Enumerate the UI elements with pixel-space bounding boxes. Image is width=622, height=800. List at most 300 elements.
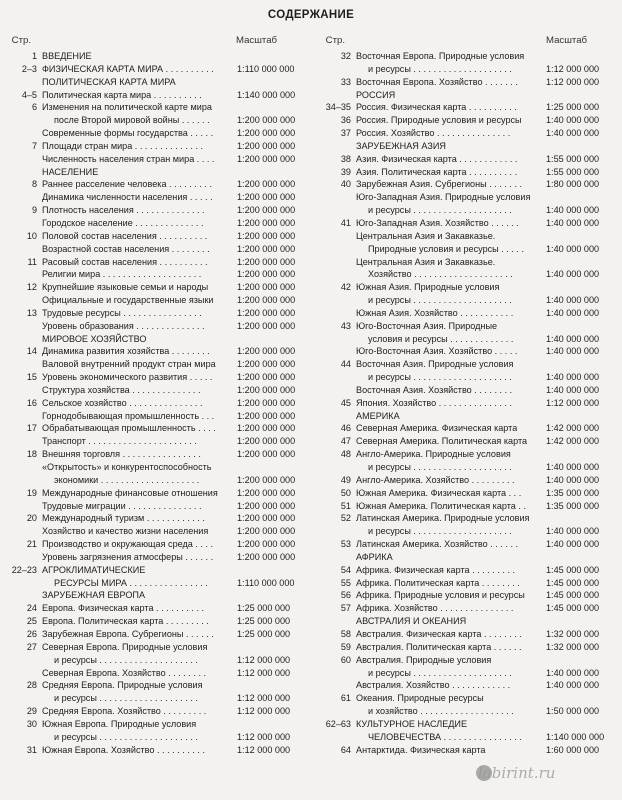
toc-entry-scale: 1:40 000 000 <box>546 667 600 678</box>
toc-entry <box>4 667 308 680</box>
toc-entry-scale: 1:25 000 000 <box>546 102 600 113</box>
toc-entry-scale: 1:200 000 000 <box>237 320 296 331</box>
toc-entry-scale: 1:35 000 000 <box>546 500 600 511</box>
toc-entry-title: НАСЕЛЕНИЕ <box>42 166 99 177</box>
toc-entry <box>318 628 622 641</box>
toc-entry-scale: 1:200 000 000 <box>237 384 296 395</box>
toc-entry-scale: 1:40 000 000 <box>546 462 600 472</box>
toc-entry-title: Азия. Физическая карта . . . . . . . . . . . . <box>356 153 518 164</box>
toc-entry-scale: 1:55 000 000 <box>546 153 600 164</box>
toc-entry-scale: 1:200 000 000 <box>237 551 296 562</box>
toc-page-number: 1 <box>31 51 37 61</box>
toc-page-number: 60 <box>340 654 351 665</box>
toc-entry-scale: 1:25 000 000 <box>237 628 291 639</box>
toc-entry <box>4 615 308 628</box>
toc-entry <box>318 114 622 127</box>
toc-entry-scale: 1:40 000 000 <box>546 372 600 383</box>
toc-entry-scale: 1:140 000 000 <box>546 731 605 742</box>
toc-entry-scale: 1:200 000 000 <box>237 436 296 447</box>
toc-entry-scale: 1:200 000 000 <box>237 513 296 524</box>
toc-column-left <box>4 35 308 756</box>
toc-entry <box>318 358 622 371</box>
toc-entry <box>318 410 622 423</box>
toc-entry <box>4 268 308 281</box>
toc-entry-scale: 1:200 000 000 <box>237 217 296 228</box>
toc-entry-title: АВСТРАЛИЯ И ОКЕАНИЯ <box>356 616 467 627</box>
toc-entry <box>318 320 622 333</box>
toc-entry-scale: 1:200 000 000 <box>237 230 296 241</box>
toc-entry-scale: 1:12 000 000 <box>237 667 291 678</box>
toc-page-number: 55 <box>340 577 351 588</box>
toc-entry <box>4 589 308 602</box>
toc-page-number: 2–3 <box>21 63 37 74</box>
toc-entry-scale: 1:40 000 000 <box>546 205 600 216</box>
toc-entry <box>318 679 622 692</box>
toc-entry-title: Уровень образования . . . . . . . . . . . . . . <box>42 320 205 331</box>
toc-entry-title: Международные финансовые отношения <box>42 487 218 498</box>
toc-entry <box>4 525 308 538</box>
toc-entry <box>318 487 622 500</box>
toc-page-number: 37 <box>340 128 351 139</box>
toc-entry <box>4 422 308 435</box>
toc-entry <box>4 76 308 89</box>
toc-entry <box>318 397 622 410</box>
toc-entry-title: Раннее расселение человека . . . . . . . . . <box>42 179 212 190</box>
toc-page-number: 57 <box>340 603 351 614</box>
toc-entry-title: Океания. Природные ресурсы <box>356 693 484 704</box>
toc-entry <box>4 320 308 333</box>
toc-entry-title: и ресурсы . . . . . . . . . . . . . . . . . . . . <box>368 372 512 383</box>
toc-page-number: 28 <box>26 680 37 691</box>
toc-page-number: 54 <box>340 564 351 575</box>
toc-entry-title: Африка. Хозяйство . . . . . . . . . . . . . . . <box>356 603 514 614</box>
toc-entry-title: Зарубежная Европа. Субрегионы . . . . . . <box>42 628 214 639</box>
toc-entry-scale: 1:200 000 000 <box>237 307 296 318</box>
toc-entry-title: Динамика численности населения . . . . . <box>42 192 213 203</box>
toc-entry-scale: 1:12 000 000 <box>237 654 291 665</box>
toc-entry-scale: 1:200 000 000 <box>237 500 296 511</box>
toc-page-number: 64 <box>340 744 351 755</box>
toc-entry <box>318 474 622 487</box>
toc-page-number: 17 <box>26 423 37 434</box>
toc-entry-title: Уровень экономического развития . . . . . <box>42 372 213 383</box>
page-column-label: Стр. <box>325 35 345 46</box>
toc-page-number: 14 <box>26 346 37 357</box>
toc-entry-title: Сельское хозяйство . . . . . . . . . . . . . . . <box>42 397 203 408</box>
scale-column-label: Масштаб <box>546 35 588 46</box>
toc-page-number: 8 <box>31 179 37 190</box>
toc-page-number: 11 <box>27 256 37 267</box>
toc-entry-title: Современные формы государства . . . . . <box>42 128 214 139</box>
toc-page-number: 22–23 <box>11 564 37 575</box>
toc-page-number: 51 <box>340 500 351 511</box>
toc-entry-title: Южная Америка. Физическая карта . . . <box>356 487 522 498</box>
toc-entry-title: ПОЛИТИЧЕСКАЯ КАРТА МИРА <box>42 76 176 87</box>
toc-entry <box>318 435 622 448</box>
toc-entry <box>318 243 622 256</box>
toc-entry-title: Площади стран мира . . . . . . . . . . . . . . <box>42 140 204 151</box>
toc-page-number: 9 <box>31 205 37 216</box>
toc-entry <box>318 512 622 525</box>
toc-entry <box>318 589 622 602</box>
toc-entry <box>4 101 308 114</box>
toc-page-number: 12 <box>26 282 37 293</box>
toc-entry <box>4 140 308 153</box>
toc-entry <box>318 615 622 628</box>
toc-entry-title: Внешняя торговля . . . . . . . . . . . . . . . . <box>42 449 201 460</box>
toc-entry-scale: 1:200 000 000 <box>237 487 296 498</box>
toc-entry-scale: 1:200 000 000 <box>237 295 296 306</box>
toc-entry-scale: 1:40 000 000 <box>546 346 600 357</box>
toc-entry-title: Северная Европа. Хозяйство . . . . . . . . <box>42 667 207 678</box>
toc-entry-title: Производство и окружающая среда . . . . <box>42 539 214 550</box>
toc-entry <box>318 564 622 577</box>
toc-entry <box>4 435 308 448</box>
toc-entry-title: и ресурсы . . . . . . . . . . . . . . . . . . . . <box>368 462 512 472</box>
toc-entry-title: Европа. Физическая карта . . . . . . . . . . <box>42 603 205 614</box>
toc-entry-scale: 1:200 000 000 <box>237 474 296 485</box>
toc-entry-title: Россия. Природные условия и ресурсы <box>356 115 522 126</box>
toc-entry <box>4 230 308 243</box>
toc-entry <box>318 641 622 654</box>
toc-entry-scale: 1:42 000 000 <box>546 423 600 434</box>
toc-page-number: 58 <box>340 628 351 639</box>
toc-entry <box>318 140 622 153</box>
page-title: СОДЕРЖАНИЕ <box>267 9 355 21</box>
toc-entry-title: Изменения на политической карте мира <box>42 102 212 113</box>
toc-page-number: 4–5 <box>21 89 37 100</box>
toc-page-number: 20 <box>26 513 37 524</box>
toc-page-number: 48 <box>340 449 351 460</box>
toc-entry-scale: 1:200 000 000 <box>237 256 296 267</box>
toc-entry-title: АФРИКА <box>356 551 393 562</box>
toc-entry <box>4 50 308 63</box>
scale-column-label: Масштаб <box>236 35 278 46</box>
toc-entry-title: Зарубежная Азия. Субрегионы . . . . . . . <box>356 179 523 190</box>
toc-entry-scale: 1:60 000 000 <box>546 744 600 755</box>
toc-entry <box>318 127 622 140</box>
toc-page-number: 41 <box>340 217 351 228</box>
toc-entry <box>4 448 308 461</box>
toc-entry-scale: 1:80 000 000 <box>546 179 600 190</box>
toc-entry-title: Расовый состав населения . . . . . . . . . . <box>42 256 208 267</box>
toc-entry-title: Юго-Западная Азия. Хозяйство . . . . . . <box>356 217 519 228</box>
toc-entry <box>318 500 622 513</box>
toc-page-number: 39 <box>340 166 351 177</box>
toc-entry-scale: 1:12 000 000 <box>237 744 291 755</box>
toc-entry-title: Южная Европа. Природные условия <box>42 718 197 729</box>
toc-entry <box>318 268 622 281</box>
toc-page-number: 49 <box>340 474 351 485</box>
toc-entry-title: Юго-Западная Азия. Природные условия <box>356 192 531 203</box>
toc-entry-title: Африка. Политическая карта . . . . . . . . <box>356 577 520 588</box>
toc-entry-title: и ресурсы . . . . . . . . . . . . . . . . . . . . <box>54 731 198 742</box>
toc-page-number: 29 <box>26 706 37 717</box>
toc-entry-scale: 1:110 000 000 <box>237 577 295 588</box>
toc-entry-title: и ресурсы . . . . . . . . . . . . . . . . . . . . <box>368 295 512 306</box>
toc-entry <box>318 718 622 731</box>
toc-entry-scale: 1:12 000 000 <box>546 76 600 87</box>
toc-entry-scale: 1:42 000 000 <box>546 436 600 447</box>
toc-entry <box>318 256 622 269</box>
toc-entry-scale: 1:45 000 000 <box>546 577 600 588</box>
toc-entry-scale: 1:45 000 000 <box>546 590 600 601</box>
toc-entry-title: Уровень загрязнения атмосферы . . . . . . <box>42 551 214 562</box>
toc-entry <box>4 692 308 705</box>
toc-entry-scale: 1:50 000 000 <box>546 706 600 717</box>
toc-entry <box>318 448 622 461</box>
toc-entry-title: и хозяйство . . . . . . . . . . . . . . . . . . . <box>368 706 514 717</box>
toc-entry-title: Хозяйство и качество жизни населения <box>42 526 209 537</box>
toc-entry-title: Африка. Физическая карта . . . . . . . . . <box>356 564 516 575</box>
toc-entry <box>318 371 622 384</box>
toc-entry-scale: 1:25 000 000 <box>237 616 291 627</box>
toc-entry-title: Латинская Америка. Природные условия <box>356 513 530 524</box>
toc-entry-title: Центральная Азия и Закавказье. <box>356 230 496 241</box>
column-header <box>4 35 308 50</box>
toc-entry-title: Северная Европа. Природные условия <box>42 641 208 652</box>
toc-entry <box>4 345 308 358</box>
toc-entry-scale: 1:200 000 000 <box>237 397 296 408</box>
toc-entry-scale: 1:40 000 000 <box>546 307 600 318</box>
toc-page-number: 59 <box>340 641 351 652</box>
toc-entry-scale: 1:12 000 000 <box>237 731 291 742</box>
toc-entry <box>4 731 308 744</box>
toc-entry-scale: 1:40 000 000 <box>546 526 600 537</box>
toc-list-left <box>4 50 308 756</box>
toc-entry-title: и ресурсы . . . . . . . . . . . . . . . . . . . . <box>368 526 512 537</box>
toc-entry-title: Средняя Европа. Природные условия <box>42 680 203 691</box>
toc-entry-title: и ресурсы . . . . . . . . . . . . . . . . . . . . <box>54 654 198 665</box>
toc-entry <box>318 384 622 397</box>
toc-entry <box>318 577 622 590</box>
toc-entry-title: Религии мира . . . . . . . . . . . . . . . . . . . . <box>42 269 202 280</box>
toc-entry <box>4 243 308 256</box>
toc-entry <box>318 307 622 320</box>
toc-entry-scale: 1:200 000 000 <box>237 140 296 151</box>
toc-entry-scale: 1:40 000 000 <box>546 243 600 254</box>
toc-page-number: 50 <box>340 487 351 498</box>
toc-entry <box>318 345 622 358</box>
toc-entry <box>4 705 308 718</box>
toc-entry-title: Восточная Азия. Хозяйство . . . . . . . . <box>356 384 513 395</box>
toc-entry <box>318 422 622 435</box>
toc-page-number: 34–35 <box>325 102 351 113</box>
toc-entry-title: и ресурсы . . . . . . . . . . . . . . . . . . . . <box>368 63 512 74</box>
toc-page-number: 13 <box>26 307 37 318</box>
toc-entry-scale: 1:32 000 000 <box>546 628 600 639</box>
toc-entry-scale: 1:40 000 000 <box>546 295 600 306</box>
toc-entry <box>4 564 308 577</box>
toc-entry-title: Восточная Европа. Хозяйство . . . . . . . <box>356 76 518 87</box>
toc-entry <box>318 705 622 718</box>
toc-entry-title: Международный туризм . . . . . . . . . . . . <box>42 513 205 524</box>
toc-entry <box>318 101 622 114</box>
toc-entry-title: Природные условия и ресурсы . . . . . <box>368 243 524 254</box>
toc-entry <box>318 551 622 564</box>
toc-entry-scale: 1:40 000 000 <box>546 115 600 126</box>
toc-entry-scale: 1:40 000 000 <box>546 269 600 280</box>
toc-entry <box>4 114 308 127</box>
toc-entry <box>4 307 308 320</box>
toc-entry <box>318 76 622 89</box>
toc-entry <box>318 294 622 307</box>
toc-entry-scale: 1:200 000 000 <box>237 282 296 293</box>
toc-entry-scale: 1:200 000 000 <box>237 346 296 357</box>
toc-entry-title: Официальные и государственные языки <box>42 295 214 306</box>
toc-entry-title: Юго-Восточная Азия. Хозяйство . . . . . <box>356 346 518 357</box>
toc-page-number: 24 <box>26 603 37 614</box>
toc-entry-scale: 1:40 000 000 <box>546 333 600 344</box>
toc-entry <box>318 281 622 294</box>
toc-entry <box>4 512 308 525</box>
toc-entry <box>318 50 622 63</box>
toc-entry-title: ЗАРУБЕЖНАЯ ЕВРОПА <box>42 590 146 601</box>
toc-page-number: 40 <box>340 179 351 190</box>
toc-entry <box>4 602 308 615</box>
toc-entry <box>4 281 308 294</box>
toc-entry-title: Восточная Азия. Природные условия <box>356 359 514 370</box>
toc-entry-scale: 1:12 000 000 <box>546 397 600 408</box>
toc-entry-scale: 1:200 000 000 <box>237 153 296 164</box>
toc-entry-title: Австралия. Природные условия <box>356 654 492 665</box>
toc-page-number: 27 <box>26 641 37 652</box>
toc-entry <box>4 256 308 269</box>
toc-entry-title: Трудовые миграции . . . . . . . . . . . . . . . <box>42 500 202 511</box>
toc-entry-title: Северная Америка. Физическая карта <box>356 423 518 434</box>
toc-entry <box>4 577 308 590</box>
toc-entry-scale: 1:140 000 000 <box>237 89 296 100</box>
toc-entry <box>318 692 622 705</box>
toc-entry-title: Горнодобывающая промышленность . . . <box>42 410 215 421</box>
toc-entry <box>4 538 308 551</box>
toc-entry-title: Динамика развития хозяйства . . . . . . . . <box>42 346 210 357</box>
toc-page-number: 25 <box>26 616 37 627</box>
toc-entry <box>4 153 308 166</box>
toc-entry-scale: 1:200 000 000 <box>237 269 296 280</box>
toc-entry-title: и ресурсы . . . . . . . . . . . . . . . . . . . . <box>54 693 198 704</box>
toc-entry-title: после Второй мировой войны . . . . . . <box>54 115 210 126</box>
toc-entry-title: Россия. Физическая карта . . . . . . . . . . <box>356 102 517 113</box>
toc-entry <box>318 178 622 191</box>
toc-entry <box>4 371 308 384</box>
toc-entry-title: Латинская Америка. Хозяйство . . . . . . <box>356 539 519 550</box>
toc-entry-title: Япония. Хозяйство . . . . . . . . . . . . . . . <box>356 397 513 408</box>
toc-entry-scale: 1:45 000 000 <box>546 564 600 575</box>
toc-entry <box>318 166 622 179</box>
toc-entry-scale: 1:40 000 000 <box>546 474 600 485</box>
toc-entry-title: Южная Азия. Хозяйство . . . . . . . . . . . <box>356 307 514 318</box>
toc-entry-title: Транспорт . . . . . . . . . . . . . . . . . . . . . . <box>42 436 197 447</box>
toc-entry-title: Англо-Америка. Хозяйство . . . . . . . . . <box>356 474 515 485</box>
toc-entry <box>318 89 622 102</box>
toc-page-number: 62–63 <box>325 718 351 729</box>
toc-page-number: 53 <box>340 539 351 550</box>
toc-entry <box>4 551 308 564</box>
toc-column-right <box>318 35 622 756</box>
toc-page-number: 38 <box>340 153 351 164</box>
toc-entry-title: ЗАРУБЕЖНАЯ АЗИЯ <box>356 140 446 151</box>
toc-entry <box>318 744 622 757</box>
toc-entry-title: Городское население . . . . . . . . . . . . . . <box>42 217 204 228</box>
toc-entry-title: Плотность населения . . . . . . . . . . . . . . <box>42 205 205 216</box>
toc-entry-scale: 1:12 000 000 <box>237 706 291 717</box>
toc-entry <box>4 166 308 179</box>
toc-entry <box>4 474 308 487</box>
toc-entry-title: Обрабатывающая промышленность . . . . <box>42 423 216 434</box>
toc-entry-title: Хозяйство . . . . . . . . . . . . . . . . . . . . <box>368 269 513 280</box>
toc-entry <box>4 384 308 397</box>
toc-page-number: 61 <box>340 693 351 704</box>
toc-entry-scale: 1:200 000 000 <box>237 526 296 537</box>
toc-entry-scale: 1:200 000 000 <box>237 539 296 550</box>
toc-entry-title: Антарктида. Физическая карта <box>356 744 486 755</box>
toc-entry-scale: 1:200 000 000 <box>237 359 296 370</box>
toc-entry-title: ЧЕЛОВЕЧЕСТВА . . . . . . . . . . . . . . . . <box>368 731 522 742</box>
toc-entry-title: Северная Америка. Политическая карта <box>356 436 528 447</box>
toc-entry-title: АМЕРИКА <box>356 410 400 421</box>
toc-entry <box>318 654 622 667</box>
toc-entry-title: Валовой внутренний продукт стран мира <box>42 359 216 370</box>
toc-entry <box>318 191 622 204</box>
toc-entry <box>4 191 308 204</box>
toc-entry-scale: 1:110 000 000 <box>237 63 295 74</box>
toc-entry <box>318 525 622 538</box>
toc-entry <box>318 63 622 76</box>
toc-page-number: 52 <box>340 513 351 524</box>
toc-entry-title: Европа. Политическая карта . . . . . . . . . <box>42 616 209 627</box>
toc-entry-title: Южная Азия. Природные условия <box>356 282 500 293</box>
toc-entry-scale: 1:35 000 000 <box>546 487 600 498</box>
toc-entry <box>4 63 308 76</box>
toc-entry-scale: 1:200 000 000 <box>237 115 296 126</box>
toc-page-number: 30 <box>26 718 37 729</box>
toc-page-number: 15 <box>26 372 37 383</box>
toc-entry-title: Юго-Восточная Азия. Природные <box>356 320 498 331</box>
toc-entry-scale: 1:40 000 000 <box>546 128 600 139</box>
toc-entry-title: «Открытость» и конкурентоспособность <box>42 462 212 472</box>
toc-entry-title: Англо-Америка. Природные условия <box>356 449 511 460</box>
toc-entry-title: МИРОВОЕ ХОЗЯЙСТВО <box>42 333 147 344</box>
toc-entry <box>4 358 308 371</box>
toc-entry <box>4 127 308 140</box>
toc-page-number: 45 <box>340 397 351 408</box>
toc-entry <box>4 487 308 500</box>
toc-page-number: 19 <box>26 487 37 498</box>
toc-entry-title: Численность населения стран мира . . . . <box>42 153 215 164</box>
toc-entry-scale: 1:200 000 000 <box>237 128 296 139</box>
toc-entry-title: Южная Америка. Политическая карта . . <box>356 500 526 511</box>
toc-entry <box>4 294 308 307</box>
toc-entry-title: КУЛЬТУРНОЕ НАСЛЕДИЕ <box>356 718 468 729</box>
toc-entry <box>4 397 308 410</box>
toc-page-number: 44 <box>340 359 351 370</box>
toc-entry <box>4 217 308 230</box>
toc-entry-title: Австралия. Политическая карта . . . . . . <box>356 641 522 652</box>
toc-page-number: 43 <box>340 320 351 331</box>
toc-page-number: 42 <box>340 282 351 293</box>
toc-entry <box>4 89 308 102</box>
toc-entry <box>4 641 308 654</box>
toc-page-number: 32 <box>340 51 351 61</box>
toc-entry-scale: 1:200 000 000 <box>237 410 296 421</box>
toc-entry-title: Россия. Хозяйство . . . . . . . . . . . . . . . <box>356 128 511 139</box>
toc-page-number: 7 <box>31 140 37 151</box>
toc-entry <box>4 410 308 423</box>
toc-page-number: 16 <box>26 397 37 408</box>
toc-page-number: 21 <box>26 539 37 550</box>
toc-entry-scale: 1:40 000 000 <box>546 539 600 550</box>
